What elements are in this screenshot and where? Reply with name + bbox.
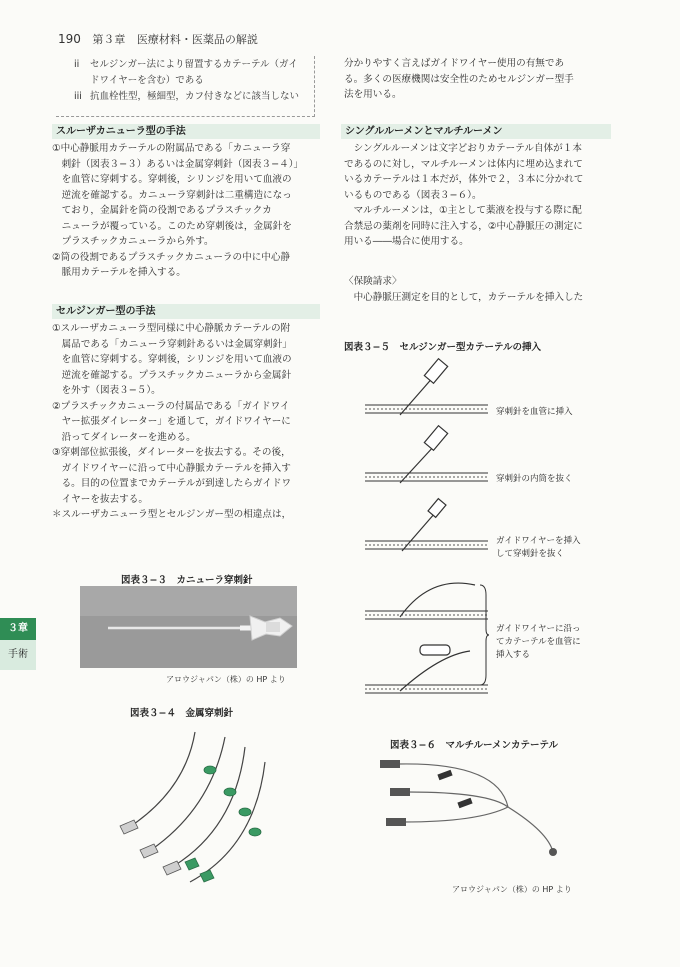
insurance-claim: 〈保険請求〉 中心静脈圧測定を目的として，カテーテルを挿入した <box>344 276 584 303</box>
note-item: ii セルジンガー法により留置するカテーテル（ガイ <box>74 59 298 70</box>
section-heading-lumen: シングルルーメンとマルチルーメン <box>341 124 611 139</box>
right-intro-text: 分かりやすく言えばガイドワイヤー使用の有無であ る。多くの医療機関は安全性のためセルジンガー型手 法を用いる。 <box>344 58 574 100</box>
section-heading-seldinger: セルジンガー型の手法 <box>52 304 320 319</box>
cannula-needle-photo <box>80 586 297 668</box>
page-header <box>58 31 258 47</box>
metal-needle-illustration <box>115 722 275 887</box>
section-tab: 手術 <box>0 640 36 670</box>
figure-3-3-source: アロウジャパン（株）の HP より <box>166 675 286 684</box>
note-item: iii 抗血栓性型，極細型，カフ付きなどに該当しない <box>74 91 300 102</box>
section-heading-through-cannula: スルーザカニューラ型の手法 <box>52 124 320 139</box>
chapter-label: 第３章 <box>92 33 126 46</box>
step-3-label: ガイドワイヤーを挿入 して穿刺針を抜く <box>496 536 581 559</box>
figure-3-5-title: 図表３−５ セルジンガー型カテーテルの挿入 <box>344 342 542 353</box>
page-number: 190 <box>58 32 81 46</box>
figure-3-6-source: アロウジャパン（株）の HP より <box>452 885 572 894</box>
step-1-label: 穿刺針を血管に挿入 <box>496 407 573 417</box>
step-4-label: ガイドワイヤーに沿っ てカテーテルを血管に 挿入する <box>496 624 581 660</box>
figure-3-6-title: 図表３−６ マルチルーメンカテーテル <box>390 740 559 751</box>
section-body-seldinger: ①スルーザカニューラ型同様に中心静脈カテーテルの附 属品である「カニューラ穿刺針あるいは金属穿刺針」 を血管に穿刺する。穿刺後，シリンジを用いて血液の 逆流を確認する。プラスチックカニューラから金属針 を外す（図表３−５）。 ②プラスチックカニューラの付属品である「ガイドワイ ヤー拡張ダイレーター」を通して，ガイドワイヤーに 沿ってダイレーターを進める。 ③穿刺部位拡張後，ダイレーターを抜去する。その後， ガイドワイヤーに沿って中心静脈カテーテルを挿入す る。目的の位置までカテーテルが到達したらガイドワ イヤーを抜去する。 ＊スルーザカニューラ型とセルジンガー型の相違点は， <box>52 323 292 520</box>
note-item: ドワイヤーを含む）である <box>90 75 204 86</box>
section-body-through-cannula: ①中心静脈用カテーテルの附属品である「カニューラ穿 刺針（図表３−３）あるいは金属穿刺針（図表３−４）」 を血管に穿刺する。穿刺後，シリンジを用いて血液の 逆流を確認する。カニューラ穿刺針は二重構造になっ ており，金属針を筒の役割であるプラスチックカ ニューラが覆っている。このため穿刺後は，金属針を プラスチックカニューラから外す。 ②筒の役割であるプラスチックカニューラの中に中心静 脈用カテーテルを挿入する。 <box>52 143 304 278</box>
chapter-tab: ３章 <box>0 618 36 640</box>
seldinger-steps-illustration <box>360 355 490 725</box>
chapter-title: 医療材料・医薬品の解説 <box>136 33 258 46</box>
multilumen-catheter-photo <box>378 752 578 877</box>
figure-3-4-title: 図表３−４ 金属穿刺針 <box>130 708 233 719</box>
figure-3-3-title: 図表３−３ カニューラ穿刺針 <box>121 575 253 586</box>
step-4-bracket <box>478 583 490 688</box>
section-body-lumen: シングルルーメンは文字どおりカテーテル自体が１本 であるのに対し，マルチルーメンは体内に埋め込まれて いるカテーテルは１本だが，体外で２，３本に分かれて いるものである（図表３−６）。 マルチルーメンは，①主として薬液を投与する際に配 合禁忌の薬剤を同時に注入する，②中心静脈圧の測定に 用いる――場合に使用する。 <box>344 143 584 247</box>
step-2-label: 穿刺針の内筒を抜く <box>496 474 573 484</box>
